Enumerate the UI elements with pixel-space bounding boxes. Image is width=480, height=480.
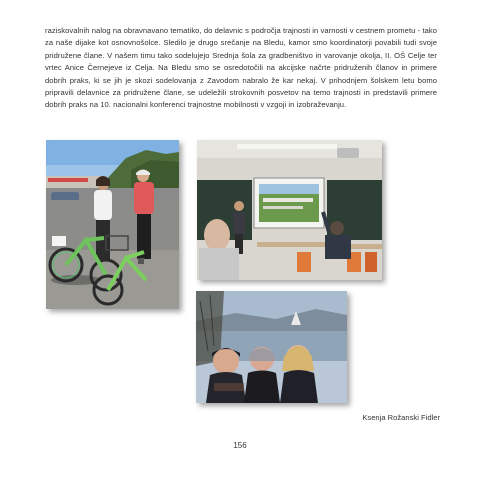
photo-bicycles-image xyxy=(46,140,179,309)
photo-lake-bled-image xyxy=(196,291,347,403)
photo-classroom xyxy=(197,140,382,280)
photo-bicycles xyxy=(46,140,179,309)
body-paragraph: raziskovalnih nalog na obravnavano tematiko, do delavnic s področja trajnosti in varnosti v cestnem prometu - tako za naše dijake kot osnovnošolce. Sledilo je drugo srečanje na Bledu, kamor smo koordinatorji povabili tudi svoje pridružene člane. V našem timu tako sodelujejo Srednja šola za gradbeništvo in varovanje okolja, II. OŠ Celje ter vrtec Anice Černejeve iz Celja. Na Bledu smo se osredotočili na akcijske načrte pridruženih članov in primere dobrih praks, ki se jih je skozi sodelovanja z Zavodom nabralo že kar nekaj. V prihodnjem šolskem letu bomo pripravili delavnice za pridružene člane, se udeležili strokovnih posvetov na temo trajnosti in predstavili primere dobrih praks na 10. nacionalni konferenci trajnostne mobilnosti v vzgoji in izobraževanju. xyxy=(45,26,437,110)
photo-classroom-image xyxy=(197,140,382,280)
photo-lake-bled xyxy=(196,291,347,403)
author-credit: Ksenja Rožanski Fidler xyxy=(362,413,440,422)
page-number: 156 xyxy=(233,441,247,450)
